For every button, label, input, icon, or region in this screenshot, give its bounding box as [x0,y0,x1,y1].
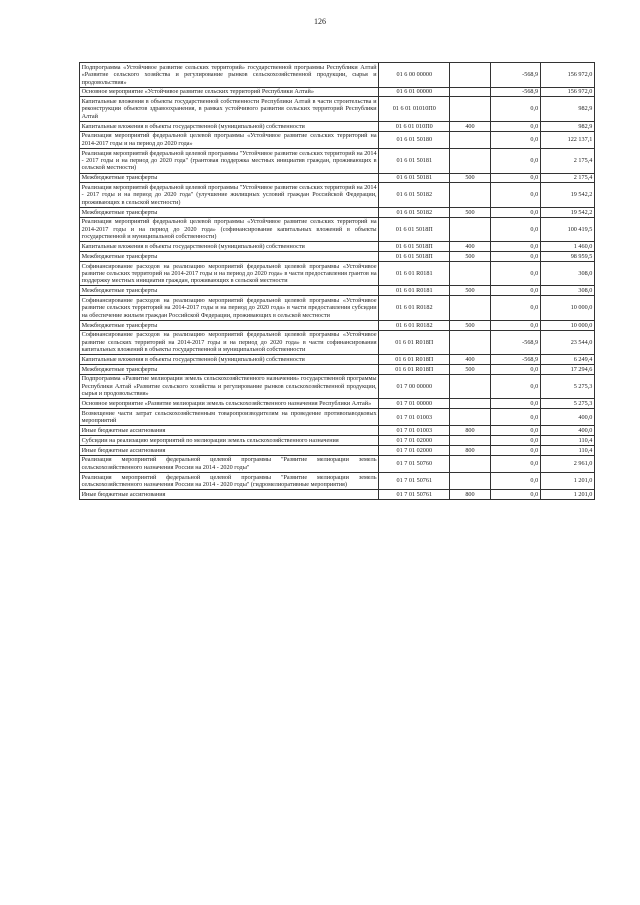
table-row [80,436,595,446]
row-delta-cell: 0,0 [490,148,540,173]
row-name-cell: Основное мероприятие «Устойчивое развитие сельских территорий Республики Алтай» [80,87,379,97]
row-code-cell: 01 7 01 50761 [379,490,450,500]
table-row [80,121,595,131]
row-name-cell: Реализация мероприятий федеральной целевой программы "Устойчивое развитие сельских территорий на 2014 - 2017 годы и на период до 2020 года" (грантовая поддержка местных инициатив граждан, проживающих в сельской местности) [80,148,379,173]
table-row [80,97,595,122]
row-total-cell: 156 972,0 [540,87,594,97]
row-name-cell: Основное мероприятие «Развитие мелиорации земель сельскохозяйственного назначения Республики Алтай» [80,399,379,409]
row-code-cell: 01 6 01 50182 [379,207,450,217]
row-kind-cell [450,455,490,472]
row-delta-cell: -568,9 [490,355,540,365]
row-kind-cell [450,330,490,355]
row-name-cell: Реализация мероприятий федеральной целевой программы «Устойчивое развитие сельских территорий на 2014-2017 годы и на период до 2020 года» (софинансирование капитальных вложений в объекты государственной и муниципальной собственности) [80,217,379,242]
row-name-cell: Реализация мероприятий федеральной целевой программы "Развитие мелиорации земель сельскохозяйственного назначения России на 2014 - 2020 годы" [80,455,379,472]
row-kind-cell [450,436,490,446]
row-delta-cell: 0,0 [490,436,540,446]
row-kind-cell: 500 [450,173,490,183]
row-name-cell: Подпрограмма «Устойчивое развитие сельских территорий» государственной программы Республики Алтай «Развитие сельского хозяйства и регулирование рынков сельскохозяйственной продукции, сырья и продовольствия» [80,63,379,88]
row-code-cell: 01 6 01 R0182 [379,320,450,330]
row-name-cell: Реализация мероприятий федеральной целевой программы "Устойчивое развитие сельских территорий на 2014 - 2017 годы и на период до 2020 года" (улучшение жилищных условий граждан Российской Федерации, проживающих в сельской местности) [80,183,379,208]
table-row [80,242,595,252]
row-kind-cell [450,409,490,426]
row-name-cell: Капитальные вложения в объекты государственной (муниципальной) собственности [80,355,379,365]
table-row [80,87,595,97]
row-total-cell: 400,0 [540,426,594,436]
row-code-cell: 01 7 01 50760 [379,455,450,472]
table-row [80,261,595,286]
row-kind-cell [450,261,490,286]
row-code-cell: 01 6 01 50180 [379,131,450,148]
row-delta-cell: 0,0 [490,426,540,436]
row-delta-cell: -568,9 [490,330,540,355]
row-delta-cell: 0,0 [490,320,540,330]
row-total-cell: 308,0 [540,286,594,296]
row-kind-cell [450,63,490,88]
row-total-cell: 17 294,6 [540,364,594,374]
row-kind-cell: 500 [450,252,490,262]
table-row [80,355,595,365]
row-total-cell: 110,4 [540,436,594,446]
row-delta-cell: 0,0 [490,97,540,122]
row-code-cell: 01 6 01 50181 [379,148,450,173]
row-total-cell: 156 972,0 [540,63,594,88]
row-total-cell: 19 542,2 [540,207,594,217]
row-delta-cell: 0,0 [490,399,540,409]
row-name-cell: Реализация мероприятий федеральной целевой программы "Развитие мелиорации земель сельскохозяйственного назначения России на 2014 - 2020 годы" (гидромелиоративные мероприятия) [80,472,379,489]
table-row [80,286,595,296]
row-kind-cell: 400 [450,242,490,252]
row-total-cell: 5 275,3 [540,374,594,399]
row-delta-cell: 0,0 [490,252,540,262]
table-row [80,63,595,88]
row-code-cell: 01 6 01 01010П0 [379,97,450,122]
table-row [80,148,595,173]
table-row [80,399,595,409]
row-name-cell: Межбюджетные трансферты [80,207,379,217]
row-total-cell: 1 201,0 [540,472,594,489]
row-total-cell: 5 275,3 [540,399,594,409]
row-total-cell: 6 249,4 [540,355,594,365]
table-row [80,183,595,208]
row-total-cell: 2 961,0 [540,455,594,472]
table-row [80,426,595,436]
row-name-cell: Капитальные вложения в объекты государственной (муниципальной) собственности [80,242,379,252]
row-delta-cell: 0,0 [490,286,540,296]
table-row [80,374,595,399]
row-delta-cell: -568,9 [490,87,540,97]
row-code-cell: 01 7 01 50761 [379,472,450,489]
row-total-cell: 1 201,0 [540,490,594,500]
row-total-cell: 400,0 [540,409,594,426]
row-delta-cell: 0,0 [490,131,540,148]
row-code-cell: 01 6 01 R018П [379,355,450,365]
row-total-cell: 308,0 [540,261,594,286]
row-code-cell: 01 6 01 R0181 [379,261,450,286]
row-kind-cell: 500 [450,364,490,374]
table-row [80,217,595,242]
row-name-cell: Софинансирование расходов на реализацию мероприятий федеральной целевой программы «Устойчивое развитие сельских территорий на 2014-2017 годы и на период до 2020 года» в части предоставления грантов на поддержку местных инициатив граждан, проживающих в сельской местности [80,261,379,286]
page-number: 126 [314,17,326,26]
budget-table-body [80,63,595,500]
row-delta-cell: 0,0 [490,445,540,455]
row-kind-cell [450,374,490,399]
row-total-cell: 10 000,0 [540,320,594,330]
row-kind-cell [450,87,490,97]
row-delta-cell: 0,0 [490,472,540,489]
row-code-cell: 01 6 01 50182 [379,183,450,208]
row-kind-cell: 800 [450,490,490,500]
row-name-cell: Реализация мероприятий федеральной целевой программы «Устойчивое развитие сельских территорий на 2014-2017 годы и на период до 2020 года» [80,131,379,148]
row-code-cell: 01 7 01 01003 [379,409,450,426]
row-kind-cell [450,472,490,489]
row-code-cell: 01 6 01 R018П [379,330,450,355]
table-row [80,364,595,374]
table-row [80,131,595,148]
row-delta-cell: 0,0 [490,217,540,242]
row-kind-cell [450,148,490,173]
row-total-cell: 10 000,0 [540,296,594,321]
table-row [80,207,595,217]
row-kind-cell [450,131,490,148]
row-kind-cell [450,296,490,321]
row-total-cell: 23 544,0 [540,330,594,355]
table-row [80,252,595,262]
row-kind-cell: 400 [450,121,490,131]
row-name-cell: Иные бюджетные ассигнования [80,445,379,455]
table-row [80,455,595,472]
row-delta-cell: 0,0 [490,121,540,131]
row-delta-cell: 0,0 [490,183,540,208]
row-name-cell: Софинансирование расходов на реализацию мероприятий федеральной целевой программы «Устойчивое развитие сельских территорий на 2014-2017 годы и на период до 2020 года» в части предоставления субсидии на обеспечение жильем граждан Российской Федерации, проживающих в сельской местности [80,296,379,321]
row-code-cell: 01 6 01 5018П [379,242,450,252]
row-code-cell: 01 7 01 00000 [379,399,450,409]
row-total-cell: 1 460,0 [540,242,594,252]
row-name-cell: Капитальные вложения в объекты государственной собственности Республики Алтай в части строительства и реконструкции объектов здравоохранения, в рамках устойчивого развития сельских территорий Республики Алтай [80,97,379,122]
row-kind-cell: 800 [450,445,490,455]
row-delta-cell: 0,0 [490,409,540,426]
row-total-cell: 982,9 [540,97,594,122]
row-total-cell: 982,9 [540,121,594,131]
row-code-cell: 01 6 01 R0182 [379,296,450,321]
row-delta-cell: 0,0 [490,242,540,252]
row-name-cell: Софинансирование расходов на реализацию мероприятий федеральной целевой программы «Устойчивое развитие сельских территорий на 2014-2017 годы и на период до 2020 года» в части софинансирования капитальных вложений в объекты государственной и муниципальной собственности [80,330,379,355]
table-row [80,173,595,183]
row-kind-cell: 800 [450,426,490,436]
row-name-cell: Подпрограмма «Развитие мелиорации земель сельскохозяйственного назначения» государственной программы Республики Алтай «Развитие сельского хозяйства и регулирование рынков сельскохозяйственной продукции, сырья и продовольствия» [80,374,379,399]
row-code-cell: 01 7 01 02000 [379,436,450,446]
row-total-cell: 2 175,4 [540,173,594,183]
row-name-cell: Межбюджетные трансферты [80,286,379,296]
row-code-cell: 01 6 01 5018П [379,217,450,242]
row-name-cell: Межбюджетные трансферты [80,320,379,330]
row-kind-cell: 500 [450,207,490,217]
row-delta-cell: 0,0 [490,374,540,399]
row-kind-cell [450,183,490,208]
row-name-cell: Межбюджетные трансферты [80,173,379,183]
row-code-cell: 01 6 01 5018П [379,252,450,262]
table-row [80,296,595,321]
row-total-cell: 122 137,1 [540,131,594,148]
row-name-cell: Капитальные вложения в объекты государственной (муниципальной) собственности [80,121,379,131]
row-kind-cell: 500 [450,320,490,330]
row-code-cell: 01 6 01 R018П [379,364,450,374]
row-name-cell: Возмещение части затрат сельскохозяйственным товаропроизводителям на проведение противопаводковых мероприятий [80,409,379,426]
row-delta-cell: 0,0 [490,207,540,217]
row-delta-cell: 0,0 [490,261,540,286]
table-row [80,320,595,330]
row-total-cell: 98 959,5 [540,252,594,262]
row-code-cell: 01 7 01 01003 [379,426,450,436]
row-total-cell: 2 175,4 [540,148,594,173]
row-code-cell: 01 7 00 00000 [379,374,450,399]
row-total-cell: 110,4 [540,445,594,455]
row-name-cell: Иные бюджетные ассигнования [80,426,379,436]
row-name-cell: Субсидии на реализацию мероприятий по мелиорации земель сельскохозяйственного назначения [80,436,379,446]
table-row [80,330,595,355]
row-name-cell: Иные бюджетные ассигнования [80,490,379,500]
table-row [80,409,595,426]
row-delta-cell: 0,0 [490,173,540,183]
row-delta-cell: 0,0 [490,490,540,500]
table-row [80,445,595,455]
table-row [80,472,595,489]
row-kind-cell: 500 [450,286,490,296]
row-kind-cell [450,217,490,242]
row-total-cell: 100 419,5 [540,217,594,242]
row-code-cell: 01 7 01 02000 [379,445,450,455]
row-kind-cell [450,399,490,409]
row-delta-cell: 0,0 [490,455,540,472]
row-name-cell: Межбюджетные трансферты [80,364,379,374]
row-code-cell: 01 6 01 00000 [379,87,450,97]
row-name-cell: Межбюджетные трансферты [80,252,379,262]
row-delta-cell: -568,9 [490,63,540,88]
row-code-cell: 01 6 01 50181 [379,173,450,183]
row-code-cell: 01 6 01 010П0 [379,121,450,131]
row-code-cell: 01 6 01 R0181 [379,286,450,296]
row-total-cell: 19 542,2 [540,183,594,208]
row-delta-cell: 0,0 [490,364,540,374]
budget-table [79,62,595,500]
table-row [80,490,595,500]
row-code-cell: 01 6 00 00000 [379,63,450,88]
row-kind-cell: 400 [450,355,490,365]
row-kind-cell [450,97,490,122]
row-delta-cell: 0,0 [490,296,540,321]
